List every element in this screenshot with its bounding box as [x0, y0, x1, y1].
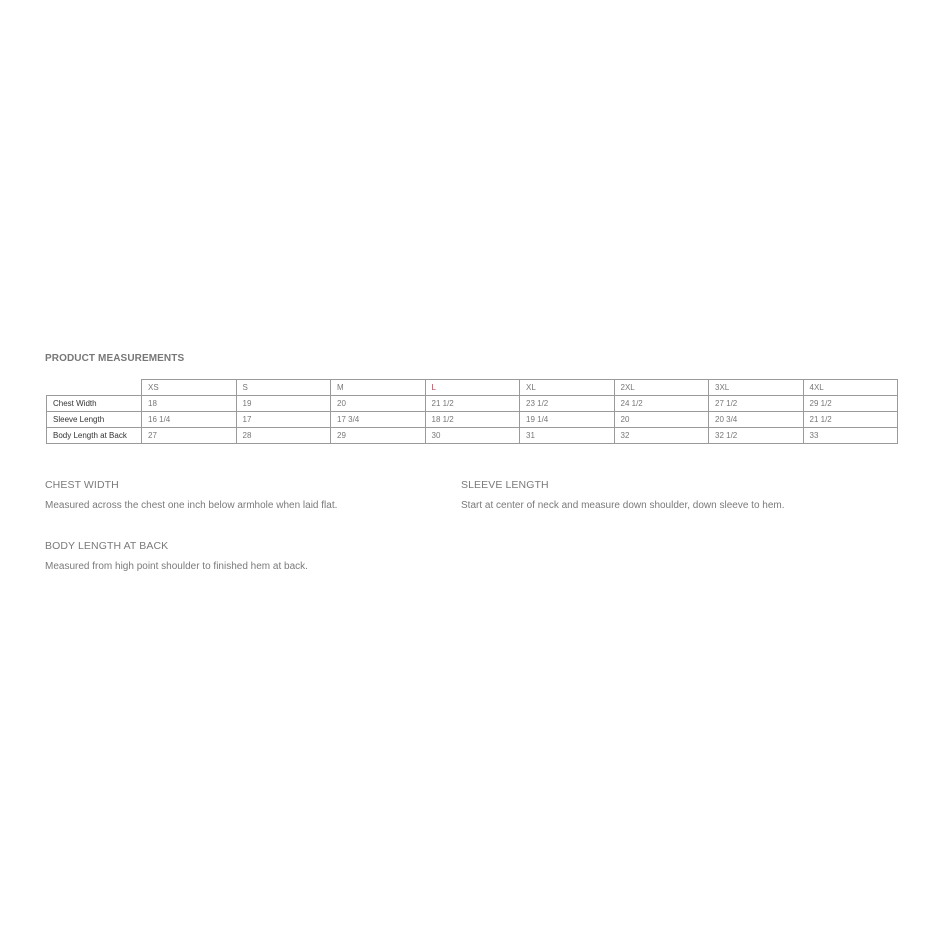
table-cell: 32 1/2: [709, 428, 804, 444]
table-cell: 31: [520, 428, 615, 444]
table-cell: 23 1/2: [520, 396, 615, 412]
definition-text: Start at center of neck and measure down shoulder, down sleeve to hem.: [461, 500, 785, 511]
table-cell: 18: [142, 396, 237, 412]
size-header-3xl: 3XL: [709, 380, 804, 396]
page-title: PRODUCT MEASUREMENTS: [45, 353, 185, 364]
size-header-4xl: 4XL: [803, 380, 898, 396]
row-label-body-length: Body Length at Back: [47, 428, 142, 444]
size-header-l: L: [425, 380, 520, 396]
table-corner-cell: [47, 380, 142, 396]
table-row-chest-width: [47, 396, 898, 412]
table-cell: 28: [236, 428, 331, 444]
size-header-xs: XS: [142, 380, 237, 396]
table-cell: 19: [236, 396, 331, 412]
table-cell: 19 1/4: [520, 412, 615, 428]
size-header-xl: XL: [520, 380, 615, 396]
table-cell: 32: [614, 428, 709, 444]
table-cell: 24 1/2: [614, 396, 709, 412]
table-cell: 27 1/2: [709, 396, 804, 412]
table-row-body-length: [47, 428, 898, 444]
table-cell: 17: [236, 412, 331, 428]
table-cell: 30: [425, 428, 520, 444]
table-cell: 21 1/2: [425, 396, 520, 412]
definition-text: Measured across the chest one inch below armhole when laid flat.: [45, 500, 338, 511]
size-chart-table: [46, 379, 898, 444]
table-cell: 16 1/4: [142, 412, 237, 428]
definition-body-length: [45, 540, 445, 572]
definition-chest-width: [45, 479, 445, 511]
row-label-sleeve-length: Sleeve Length: [47, 412, 142, 428]
table-header-row: [47, 380, 898, 396]
table-cell: 33: [803, 428, 898, 444]
table-cell: 20: [331, 396, 426, 412]
table-cell: 20: [614, 412, 709, 428]
definition-title: BODY LENGTH AT BACK: [45, 540, 169, 552]
table-cell: 18 1/2: [425, 412, 520, 428]
table-cell: 27: [142, 428, 237, 444]
row-label-chest-width: Chest Width: [47, 396, 142, 412]
table-cell: 17 3/4: [331, 412, 426, 428]
definition-sleeve-length: [461, 479, 861, 511]
size-header-2xl: 2XL: [614, 380, 709, 396]
table-cell: 21 1/2: [803, 412, 898, 428]
table-cell: 29 1/2: [803, 396, 898, 412]
table-row-sleeve-length: [47, 412, 898, 428]
definition-text: Measured from high point shoulder to finished hem at back.: [45, 561, 308, 572]
definition-title: CHEST WIDTH: [45, 479, 119, 491]
size-header-m: M: [331, 380, 426, 396]
size-header-s: S: [236, 380, 331, 396]
table-cell: 20 3/4: [709, 412, 804, 428]
definition-title: SLEEVE LENGTH: [461, 479, 549, 491]
table-cell: 29: [331, 428, 426, 444]
